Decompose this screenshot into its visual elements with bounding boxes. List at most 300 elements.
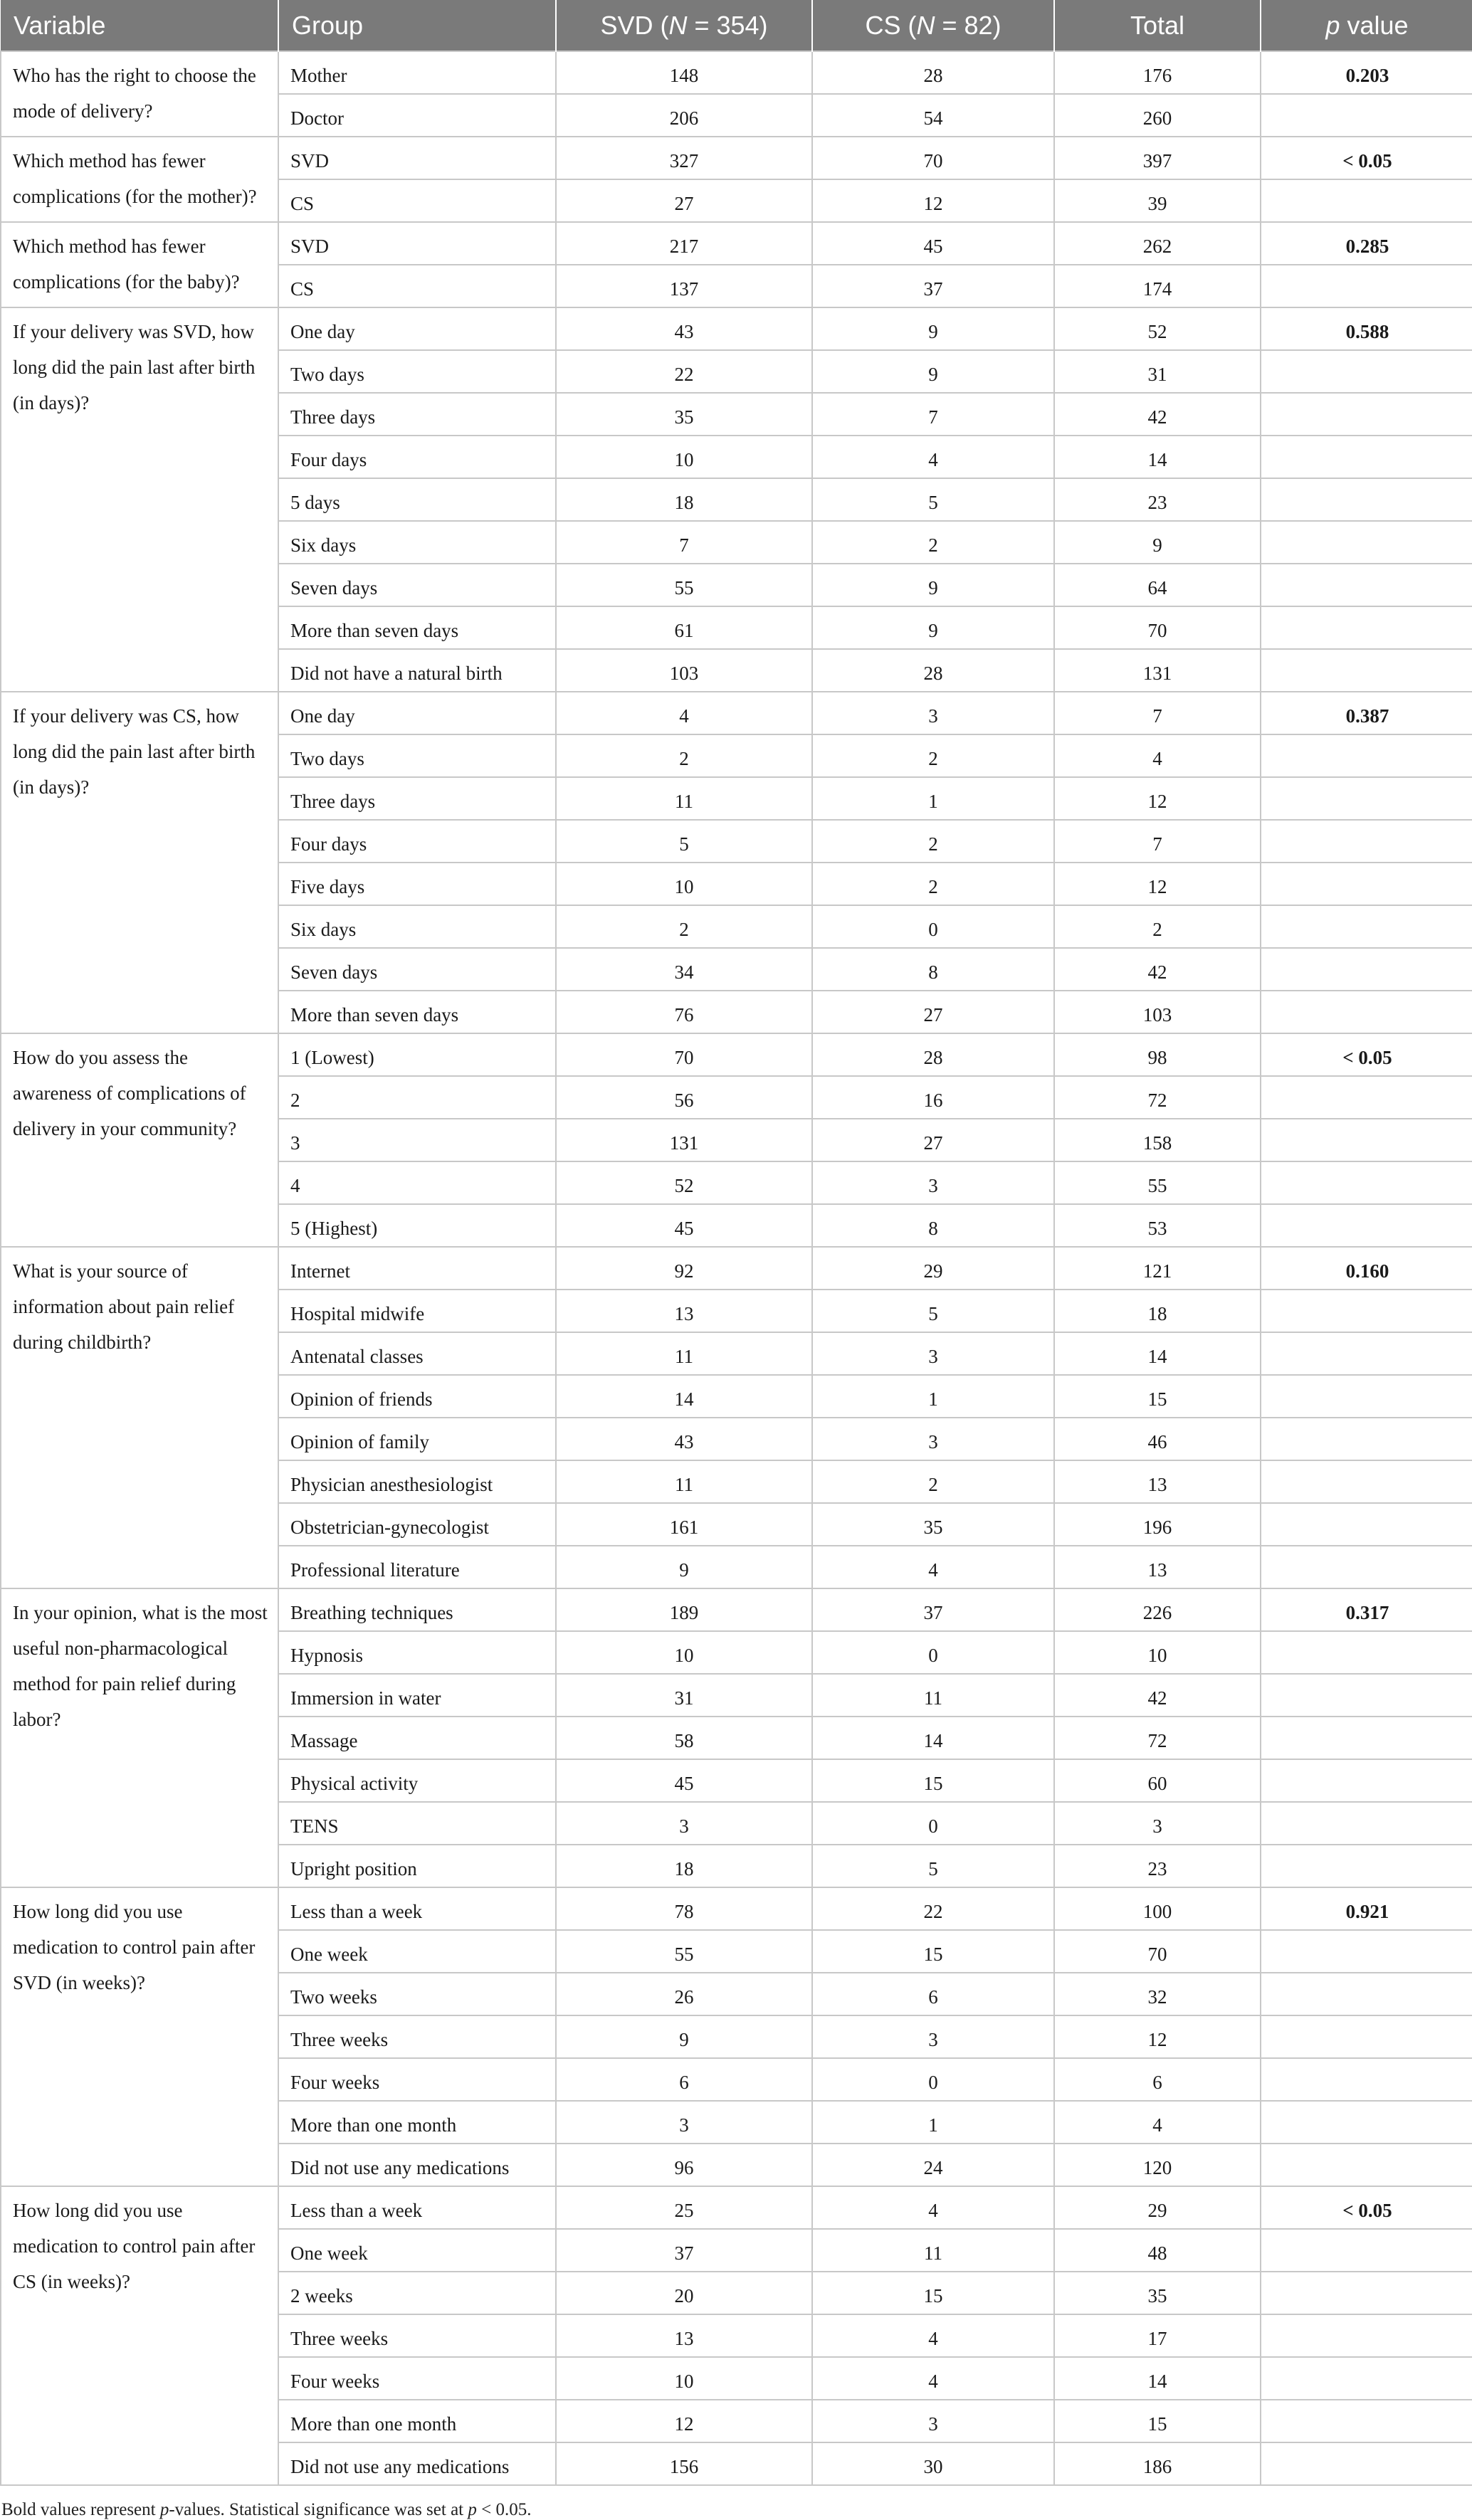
group-cell: One day — [278, 692, 556, 734]
header-group: Group — [278, 0, 556, 51]
svd-count-cell: 2 — [556, 905, 812, 948]
p-value-cell — [1261, 2400, 1472, 2442]
svd-count-cell: 37 — [556, 2229, 812, 2272]
p-value-cell — [1261, 2144, 1472, 2186]
total-count-cell: 42 — [1054, 1674, 1261, 1717]
svd-count-cell: 10 — [556, 863, 812, 905]
p-value-cell — [1261, 436, 1472, 478]
group-cell: Mother — [278, 51, 556, 94]
total-count-cell: 226 — [1054, 1588, 1261, 1631]
cs-count-cell: 1 — [812, 777, 1054, 820]
svd-count-cell: 327 — [556, 137, 812, 179]
p-value-cell: < 0.05 — [1261, 137, 1472, 179]
total-count-cell: 14 — [1054, 2357, 1261, 2400]
total-count-cell: 32 — [1054, 1973, 1261, 2015]
cs-count-cell: 14 — [812, 1717, 1054, 1759]
p-value-cell — [1261, 2272, 1472, 2314]
cs-count-cell: 9 — [812, 564, 1054, 606]
svd-count-cell: 18 — [556, 478, 812, 521]
cs-count-cell: 15 — [812, 1930, 1054, 1973]
table-row — [1, 692, 1472, 734]
variable-cell: How long did you use medication to control pain after CS (in weeks)? — [1, 2186, 278, 2485]
group-cell: 5 (Highest) — [278, 1204, 556, 1247]
svd-count-cell: 137 — [556, 265, 812, 307]
p-value-cell — [1261, 991, 1472, 1033]
total-count-cell: 262 — [1054, 222, 1261, 265]
header-variable: Variable — [1, 0, 278, 51]
cs-count-cell: 2 — [812, 521, 1054, 564]
cs-count-cell: 2 — [812, 734, 1054, 777]
table-row — [1, 222, 1472, 265]
p-value-cell — [1261, 948, 1472, 991]
group-cell: SVD — [278, 137, 556, 179]
total-count-cell: 70 — [1054, 1930, 1261, 1973]
svd-count-cell: 35 — [556, 393, 812, 436]
p-value-cell: < 0.05 — [1261, 1033, 1472, 1076]
cs-count-cell: 3 — [812, 692, 1054, 734]
cs-count-cell: 37 — [812, 1588, 1054, 1631]
cs-count-cell: 0 — [812, 905, 1054, 948]
p-value-cell — [1261, 2015, 1472, 2058]
group-cell: Did not have a natural birth — [278, 649, 556, 692]
cs-count-cell: 29 — [812, 1247, 1054, 1290]
group-cell: 2 — [278, 1076, 556, 1119]
total-count-cell: 48 — [1054, 2229, 1261, 2272]
svd-count-cell: 78 — [556, 1887, 812, 1930]
total-count-cell: 260 — [1054, 94, 1261, 137]
group-cell: 3 — [278, 1119, 556, 1161]
group-cell: Immersion in water — [278, 1674, 556, 1717]
cs-count-cell: 28 — [812, 1033, 1054, 1076]
cs-count-cell: 35 — [812, 1503, 1054, 1546]
total-count-cell: 70 — [1054, 606, 1261, 649]
p-value-cell: 0.387 — [1261, 692, 1472, 734]
p-value-cell — [1261, 179, 1472, 222]
cs-count-cell: 4 — [812, 436, 1054, 478]
cs-count-cell: 1 — [812, 1375, 1054, 1418]
total-count-cell: 18 — [1054, 1290, 1261, 1332]
group-cell: 1 (Lowest) — [278, 1033, 556, 1076]
table-row — [1, 2186, 1472, 2229]
total-count-cell: 176 — [1054, 51, 1261, 94]
cs-count-cell: 7 — [812, 393, 1054, 436]
svd-count-cell: 9 — [556, 1546, 812, 1588]
p-value-cell — [1261, 2229, 1472, 2272]
group-cell: Physician anesthesiologist — [278, 1460, 556, 1503]
p-value-cell — [1261, 1418, 1472, 1460]
cs-count-cell: 9 — [812, 307, 1054, 350]
svd-count-cell: 45 — [556, 1204, 812, 1247]
svd-count-cell: 131 — [556, 1119, 812, 1161]
svd-count-cell: 14 — [556, 1375, 812, 1418]
p-value-cell — [1261, 2357, 1472, 2400]
cs-count-cell: 11 — [812, 1674, 1054, 1717]
variable-cell: Who has the right to choose the mode of delivery? — [1, 51, 278, 137]
group-cell: Doctor — [278, 94, 556, 137]
group-cell: Four days — [278, 820, 556, 863]
p-value-cell — [1261, 1503, 1472, 1546]
cs-count-cell: 5 — [812, 1290, 1054, 1332]
total-count-cell: 23 — [1054, 1845, 1261, 1887]
cs-count-cell: 3 — [812, 1332, 1054, 1375]
total-count-cell: 46 — [1054, 1418, 1261, 1460]
header-row — [1, 0, 1472, 51]
cs-count-cell: 4 — [812, 2186, 1054, 2229]
header-cs: CS (N = 82) — [812, 0, 1054, 51]
table-row — [1, 1033, 1472, 1076]
cs-count-cell: 28 — [812, 649, 1054, 692]
total-count-cell: 60 — [1054, 1759, 1261, 1802]
group-cell: One week — [278, 2229, 556, 2272]
total-count-cell: 15 — [1054, 1375, 1261, 1418]
svd-count-cell: 45 — [556, 1759, 812, 1802]
group-cell: 4 — [278, 1161, 556, 1204]
table-row — [1, 307, 1472, 350]
group-cell: Did not use any medications — [278, 2442, 556, 2485]
group-cell: More than seven days — [278, 991, 556, 1033]
group-cell: One day — [278, 307, 556, 350]
group-cell: Hospital midwife — [278, 1290, 556, 1332]
group-cell: Massage — [278, 1717, 556, 1759]
total-count-cell: 52 — [1054, 307, 1261, 350]
svd-count-cell: 103 — [556, 649, 812, 692]
cs-count-cell: 54 — [812, 94, 1054, 137]
header-total: Total — [1054, 0, 1261, 51]
cs-count-cell: 0 — [812, 2058, 1054, 2101]
p-value-cell — [1261, 905, 1472, 948]
total-count-cell: 6 — [1054, 2058, 1261, 2101]
variable-cell: In your opinion, what is the most useful non-pharmacological method for pain relief during labor? — [1, 1588, 278, 1887]
p-value-cell — [1261, 863, 1472, 905]
group-cell: 2 weeks — [278, 2272, 556, 2314]
p-value-cell — [1261, 1717, 1472, 1759]
total-count-cell: 39 — [1054, 179, 1261, 222]
cs-count-cell: 2 — [812, 863, 1054, 905]
total-count-cell: 15 — [1054, 2400, 1261, 2442]
group-cell: Less than a week — [278, 2186, 556, 2229]
cs-count-cell: 1 — [812, 2101, 1054, 2144]
cs-count-cell: 28 — [812, 51, 1054, 94]
group-cell: CS — [278, 179, 556, 222]
p-value-cell — [1261, 478, 1472, 521]
svd-count-cell: 189 — [556, 1588, 812, 1631]
total-count-cell: 14 — [1054, 1332, 1261, 1375]
variable-cell: If your delivery was CS, how long did the pain last after birth (in days)? — [1, 692, 278, 1033]
total-count-cell: 72 — [1054, 1717, 1261, 1759]
p-value-cell — [1261, 1631, 1472, 1674]
svd-count-cell: 58 — [556, 1717, 812, 1759]
cs-count-cell: 11 — [812, 2229, 1054, 2272]
group-cell: Three days — [278, 777, 556, 820]
group-cell: More than one month — [278, 2400, 556, 2442]
group-cell: Did not use any medications — [278, 2144, 556, 2186]
total-count-cell: 10 — [1054, 1631, 1261, 1674]
total-count-cell: 4 — [1054, 734, 1261, 777]
group-cell: Hypnosis — [278, 1631, 556, 1674]
total-count-cell: 100 — [1054, 1887, 1261, 1930]
svd-count-cell: 27 — [556, 179, 812, 222]
cs-count-cell: 9 — [812, 606, 1054, 649]
svd-count-cell: 10 — [556, 2357, 812, 2400]
group-cell: Upright position — [278, 1845, 556, 1887]
total-count-cell: 12 — [1054, 863, 1261, 905]
p-value-cell — [1261, 1759, 1472, 1802]
total-count-cell: 7 — [1054, 820, 1261, 863]
p-value-cell — [1261, 649, 1472, 692]
svd-count-cell: 13 — [556, 1290, 812, 1332]
cs-count-cell: 4 — [812, 1546, 1054, 1588]
svd-count-cell: 7 — [556, 521, 812, 564]
svd-count-cell: 3 — [556, 1802, 812, 1845]
svd-count-cell: 25 — [556, 2186, 812, 2229]
p-value-cell — [1261, 1546, 1472, 1588]
cs-count-cell: 0 — [812, 1802, 1054, 1845]
table-row — [1, 1588, 1472, 1631]
total-count-cell: 158 — [1054, 1119, 1261, 1161]
cs-count-cell: 4 — [812, 2357, 1054, 2400]
p-value-cell: 0.203 — [1261, 51, 1472, 94]
group-cell: SVD — [278, 222, 556, 265]
group-cell: Internet — [278, 1247, 556, 1290]
header-p-value: p value — [1325, 10, 1409, 40]
total-count-cell: 13 — [1054, 1460, 1261, 1503]
p-value-cell — [1261, 1802, 1472, 1845]
p-value-cell — [1261, 820, 1472, 863]
group-cell: CS — [278, 265, 556, 307]
total-count-cell: 55 — [1054, 1161, 1261, 1204]
p-value-cell — [1261, 350, 1472, 393]
cs-count-cell: 16 — [812, 1076, 1054, 1119]
svd-count-cell: 43 — [556, 1418, 812, 1460]
table-footnote: Bold values represent p-values. Statistical significance was set at p < 0.05. — [1, 2500, 532, 2519]
total-count-cell: 196 — [1054, 1503, 1261, 1546]
cs-count-cell: 2 — [812, 1460, 1054, 1503]
svd-count-cell: 9 — [556, 2015, 812, 2058]
p-value-cell: 0.285 — [1261, 222, 1472, 265]
variable-cell: Which method has fewer complications (for the mother)? — [1, 137, 278, 222]
table-header — [1, 0, 1472, 51]
svd-count-cell: 10 — [556, 436, 812, 478]
group-cell: Six days — [278, 521, 556, 564]
svd-count-cell: 13 — [556, 2314, 812, 2357]
svd-count-cell: 148 — [556, 51, 812, 94]
total-count-cell: 72 — [1054, 1076, 1261, 1119]
cs-count-cell: 27 — [812, 1119, 1054, 1161]
svd-count-cell: 52 — [556, 1161, 812, 1204]
group-cell: Professional literature — [278, 1546, 556, 1588]
total-count-cell: 397 — [1054, 137, 1261, 179]
group-cell: Three weeks — [278, 2015, 556, 2058]
p-value-cell — [1261, 1332, 1472, 1375]
table-row — [1, 1887, 1472, 1930]
total-count-cell: 131 — [1054, 649, 1261, 692]
cs-count-cell: 8 — [812, 948, 1054, 991]
svd-count-cell: 56 — [556, 1076, 812, 1119]
svd-count-cell: 156 — [556, 2442, 812, 2485]
p-value-cell — [1261, 393, 1472, 436]
cs-count-cell: 30 — [812, 2442, 1054, 2485]
total-count-cell: 103 — [1054, 991, 1261, 1033]
group-cell: More than seven days — [278, 606, 556, 649]
svd-count-cell: 70 — [556, 1033, 812, 1076]
p-value-cell — [1261, 606, 1472, 649]
p-value-cell: 0.160 — [1261, 1247, 1472, 1290]
cs-count-cell: 27 — [812, 991, 1054, 1033]
svd-count-cell: 92 — [556, 1247, 812, 1290]
svd-count-cell: 31 — [556, 1674, 812, 1717]
svd-count-cell: 206 — [556, 94, 812, 137]
group-cell: Two days — [278, 350, 556, 393]
total-count-cell: 42 — [1054, 393, 1261, 436]
svd-count-cell: 34 — [556, 948, 812, 991]
cs-count-cell: 0 — [812, 1631, 1054, 1674]
group-cell: Six days — [278, 905, 556, 948]
svd-count-cell: 11 — [556, 1460, 812, 1503]
svd-count-cell: 5 — [556, 820, 812, 863]
p-value-cell — [1261, 1375, 1472, 1418]
svd-count-cell: 3 — [556, 2101, 812, 2144]
total-count-cell: 174 — [1054, 265, 1261, 307]
svd-count-cell: 217 — [556, 222, 812, 265]
header-svd: SVD (N = 354) — [556, 0, 812, 51]
total-count-cell: 29 — [1054, 2186, 1261, 2229]
p-value-cell — [1261, 2314, 1472, 2357]
cs-count-cell: 24 — [812, 2144, 1054, 2186]
variable-cell: How do you assess the awareness of complications of delivery in your community? — [1, 1033, 278, 1247]
group-cell: Physical activity — [278, 1759, 556, 1802]
p-value-cell — [1261, 1119, 1472, 1161]
cs-count-cell: 45 — [812, 222, 1054, 265]
svd-count-cell: 20 — [556, 2272, 812, 2314]
cs-count-cell: 2 — [812, 820, 1054, 863]
p-value-cell — [1261, 1161, 1472, 1204]
p-value-cell — [1261, 1973, 1472, 2015]
p-value-cell — [1261, 2058, 1472, 2101]
cs-count-cell: 3 — [812, 1418, 1054, 1460]
cs-count-cell: 5 — [812, 478, 1054, 521]
cs-count-cell: 12 — [812, 179, 1054, 222]
total-count-cell: 12 — [1054, 2015, 1261, 2058]
group-cell: Three days — [278, 393, 556, 436]
p-value-cell — [1261, 94, 1472, 137]
svd-count-cell: 11 — [556, 1332, 812, 1375]
total-count-cell: 14 — [1054, 436, 1261, 478]
svd-count-cell: 22 — [556, 350, 812, 393]
group-cell: Four days — [278, 436, 556, 478]
group-cell: Obstetrician-gynecologist — [278, 1503, 556, 1546]
group-cell: Seven days — [278, 948, 556, 991]
svd-count-cell: 2 — [556, 734, 812, 777]
total-count-cell: 121 — [1054, 1247, 1261, 1290]
p-value-cell — [1261, 1290, 1472, 1332]
group-cell: Four weeks — [278, 2357, 556, 2400]
svd-count-cell: 26 — [556, 1973, 812, 2015]
p-value-cell — [1261, 1204, 1472, 1247]
cs-count-cell: 22 — [812, 1887, 1054, 1930]
group-cell: Three weeks — [278, 2314, 556, 2357]
total-count-cell: 17 — [1054, 2314, 1261, 2357]
total-count-cell: 35 — [1054, 2272, 1261, 2314]
svd-count-cell: 55 — [556, 564, 812, 606]
cs-count-cell: 37 — [812, 265, 1054, 307]
svd-count-cell: 12 — [556, 2400, 812, 2442]
cs-count-cell: 4 — [812, 2314, 1054, 2357]
total-count-cell: 4 — [1054, 2101, 1261, 2144]
variable-cell: How long did you use medication to control pain after SVD (in weeks)? — [1, 1887, 278, 2186]
total-count-cell: 120 — [1054, 2144, 1261, 2186]
group-cell: TENS — [278, 1802, 556, 1845]
total-count-cell: 64 — [1054, 564, 1261, 606]
p-value-cell — [1261, 2101, 1472, 2144]
total-count-cell: 2 — [1054, 905, 1261, 948]
svd-count-cell: 10 — [556, 1631, 812, 1674]
total-count-cell: 31 — [1054, 350, 1261, 393]
total-count-cell: 23 — [1054, 478, 1261, 521]
svd-count-cell: 6 — [556, 2058, 812, 2101]
p-value-cell — [1261, 2442, 1472, 2485]
cs-count-cell: 3 — [812, 2400, 1054, 2442]
svd-count-cell: 61 — [556, 606, 812, 649]
cs-count-cell: 8 — [812, 1204, 1054, 1247]
variable-cell: If your delivery was SVD, how long did the pain last after birth (in days)? — [1, 307, 278, 692]
total-count-cell: 3 — [1054, 1802, 1261, 1845]
table-row — [1, 137, 1472, 179]
table-row — [1, 1247, 1472, 1290]
cs-count-cell: 70 — [812, 137, 1054, 179]
group-cell: Four weeks — [278, 2058, 556, 2101]
p-value-cell — [1261, 265, 1472, 307]
p-value-cell — [1261, 1845, 1472, 1887]
p-value-cell — [1261, 564, 1472, 606]
p-value-cell: 0.921 — [1261, 1887, 1472, 1930]
group-cell: One week — [278, 1930, 556, 1973]
group-cell: Less than a week — [278, 1887, 556, 1930]
variable-cell: Which method has fewer complications (for the baby)? — [1, 222, 278, 307]
cs-count-cell: 3 — [812, 2015, 1054, 2058]
p-value-cell — [1261, 1674, 1472, 1717]
table-body — [1, 51, 1472, 2485]
cs-count-cell: 9 — [812, 350, 1054, 393]
svd-count-cell: 18 — [556, 1845, 812, 1887]
cs-count-cell: 5 — [812, 1845, 1054, 1887]
svd-count-cell: 76 — [556, 991, 812, 1033]
p-value-cell — [1261, 521, 1472, 564]
p-value-cell — [1261, 777, 1472, 820]
total-count-cell: 12 — [1054, 777, 1261, 820]
total-count-cell: 53 — [1054, 1204, 1261, 1247]
group-cell: Five days — [278, 863, 556, 905]
group-cell: Breathing techniques — [278, 1588, 556, 1631]
group-cell: Opinion of friends — [278, 1375, 556, 1418]
total-count-cell: 13 — [1054, 1546, 1261, 1588]
p-value-cell — [1261, 1930, 1472, 1973]
total-count-cell: 42 — [1054, 948, 1261, 991]
cs-count-cell: 6 — [812, 1973, 1054, 2015]
p-value-cell — [1261, 1076, 1472, 1119]
group-cell: Antenatal classes — [278, 1332, 556, 1375]
p-value-cell: 0.317 — [1261, 1588, 1472, 1631]
group-cell: Opinion of family — [278, 1418, 556, 1460]
total-count-cell: 9 — [1054, 521, 1261, 564]
total-count-cell: 186 — [1054, 2442, 1261, 2485]
p-value-cell — [1261, 1460, 1472, 1503]
p-value-cell: < 0.05 — [1261, 2186, 1472, 2229]
cs-count-cell: 3 — [812, 1161, 1054, 1204]
group-cell: More than one month — [278, 2101, 556, 2144]
p-value-cell — [1261, 734, 1472, 777]
svd-count-cell: 43 — [556, 307, 812, 350]
svd-count-cell: 55 — [556, 1930, 812, 1973]
